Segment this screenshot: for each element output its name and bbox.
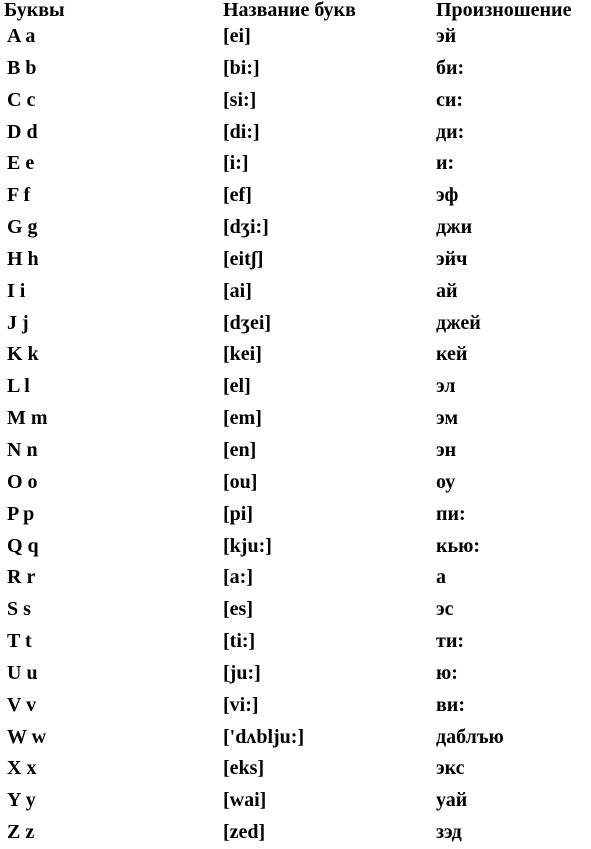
- pronunciation-cell: эф: [436, 184, 459, 207]
- pronunciation-cell: джей: [436, 311, 481, 334]
- table-row: [0, 339, 591, 371]
- letter-cell: U u: [7, 661, 38, 684]
- letter-cell: S s: [7, 598, 31, 621]
- letter-cell: T t: [7, 630, 32, 653]
- letter-name-cell: [pi]: [223, 502, 253, 525]
- pronunciation-cell: ви:: [436, 693, 465, 716]
- letter-name-cell: [bi:]: [223, 56, 260, 79]
- pronunciation-cell: би:: [436, 56, 465, 79]
- pronunciation-cell: а: [436, 566, 446, 589]
- table-row: [0, 371, 591, 403]
- pronunciation-cell: эм: [436, 407, 459, 430]
- letter-name-cell: [zed]: [223, 821, 266, 844]
- letter-name-cell: [kei]: [223, 343, 262, 366]
- letter-name-cell: [ti:]: [223, 630, 256, 653]
- letter-name-cell: [en]: [223, 438, 257, 461]
- table-row: [0, 403, 591, 435]
- letter-name-cell: [es]: [223, 598, 253, 621]
- letter-cell: B b: [7, 56, 37, 79]
- table-body: [0, 21, 591, 849]
- pronunciation-cell: джи: [436, 216, 473, 239]
- table-row: [0, 435, 591, 467]
- pronunciation-cell: пи:: [436, 502, 466, 525]
- letter-name-cell: [ou]: [223, 470, 258, 493]
- table-row: [0, 626, 591, 658]
- pronunciation-cell: эйч: [436, 247, 468, 270]
- pronunciation-cell: уай: [436, 789, 468, 812]
- letter-cell: R r: [7, 566, 36, 589]
- pronunciation-cell: экс: [436, 757, 465, 780]
- table-row: [0, 244, 591, 276]
- header-letter-name: Название букв: [223, 0, 356, 21]
- letter-cell: K k: [7, 343, 39, 366]
- table-row: [0, 21, 591, 53]
- letter-name-cell: [si:]: [223, 88, 257, 111]
- table-header: [0, 0, 591, 21]
- table-row: [0, 276, 591, 308]
- letter-cell: F f: [7, 184, 31, 207]
- letter-name-cell: [a:]: [223, 566, 253, 589]
- letter-name-cell: [kju:]: [223, 534, 272, 557]
- letter-cell: D d: [7, 120, 38, 143]
- pronunciation-cell: ю:: [436, 661, 458, 684]
- header-pronunciation: Произношение: [436, 0, 572, 21]
- table-row: [0, 308, 591, 340]
- letter-cell: O o: [7, 470, 38, 493]
- pronunciation-cell: кью:: [436, 534, 481, 557]
- letter-cell: P p: [7, 502, 35, 525]
- letter-name-cell: [vi:]: [223, 693, 259, 716]
- letter-name-cell: [i:]: [223, 152, 249, 175]
- table-row: [0, 212, 591, 244]
- letter-name-cell: [di:]: [223, 120, 260, 143]
- letter-cell: E e: [7, 152, 35, 175]
- letter-name-cell: [ju:]: [223, 661, 261, 684]
- pronunciation-cell: ди:: [436, 120, 465, 143]
- letter-name-cell: [eks]: [223, 757, 265, 780]
- letter-cell: X x: [7, 757, 37, 780]
- letter-name-cell: [ef]: [223, 184, 252, 207]
- letter-cell: G g: [7, 216, 38, 239]
- table-row: [0, 753, 591, 785]
- letter-cell: V v: [7, 693, 37, 716]
- letter-cell: I i: [7, 279, 26, 302]
- letter-name-cell: [ai]: [223, 279, 252, 302]
- table-row: [0, 785, 591, 817]
- table-row: [0, 658, 591, 690]
- pronunciation-cell: и:: [436, 152, 455, 175]
- letter-name-cell: [em]: [223, 407, 262, 430]
- letter-name-cell: [dʒei]: [223, 311, 272, 334]
- table-row: [0, 594, 591, 626]
- table-row: [0, 117, 591, 149]
- letter-name-cell: [el]: [223, 375, 251, 398]
- table-row: [0, 562, 591, 594]
- letter-name-cell: [wai]: [223, 789, 267, 812]
- table-row: [0, 180, 591, 212]
- pronunciation-cell: эл: [436, 375, 456, 398]
- table-row: [0, 690, 591, 722]
- letter-cell: Z z: [7, 821, 35, 844]
- table-row: [0, 53, 591, 85]
- letter-name-cell: [eitʃ]: [223, 247, 264, 270]
- letter-name-cell: [ei]: [223, 25, 251, 47]
- table-row: [0, 85, 591, 117]
- table-row: [0, 499, 591, 531]
- letter-cell: N n: [7, 438, 38, 461]
- pronunciation-cell: кей: [436, 343, 468, 366]
- header-row: [0, 0, 591, 21]
- table-row: [0, 817, 591, 849]
- pronunciation-cell: эн: [436, 438, 457, 461]
- pronunciation-cell: оу: [436, 470, 456, 493]
- table-row: [0, 467, 591, 499]
- pronunciation-cell: си:: [436, 88, 464, 111]
- pronunciation-cell: даблъю: [436, 725, 504, 748]
- letter-cell: L l: [7, 375, 30, 398]
- letter-cell: Q q: [7, 534, 39, 557]
- pronunciation-cell: зэд: [436, 821, 462, 844]
- letter-cell: C c: [7, 88, 36, 111]
- letter-cell: H h: [7, 247, 39, 270]
- table-row: [0, 531, 591, 563]
- pronunciation-cell: эс: [436, 598, 454, 621]
- table-row: [0, 722, 591, 754]
- pronunciation-cell: ай: [436, 279, 458, 302]
- letter-cell: Y y: [7, 789, 36, 812]
- header-letters: Буквы: [4, 0, 65, 21]
- letter-cell: W w: [7, 725, 47, 748]
- letter-name-cell: ['dʌblju:]: [223, 725, 305, 748]
- letter-cell: J j: [7, 311, 29, 334]
- letter-cell: M m: [7, 407, 48, 430]
- letter-cell: A a: [7, 25, 36, 47]
- pronunciation-cell: эй: [436, 25, 457, 47]
- table-row: [0, 148, 591, 180]
- letter-name-cell: [dʒi:]: [223, 216, 269, 239]
- pronunciation-cell: ти:: [436, 630, 465, 653]
